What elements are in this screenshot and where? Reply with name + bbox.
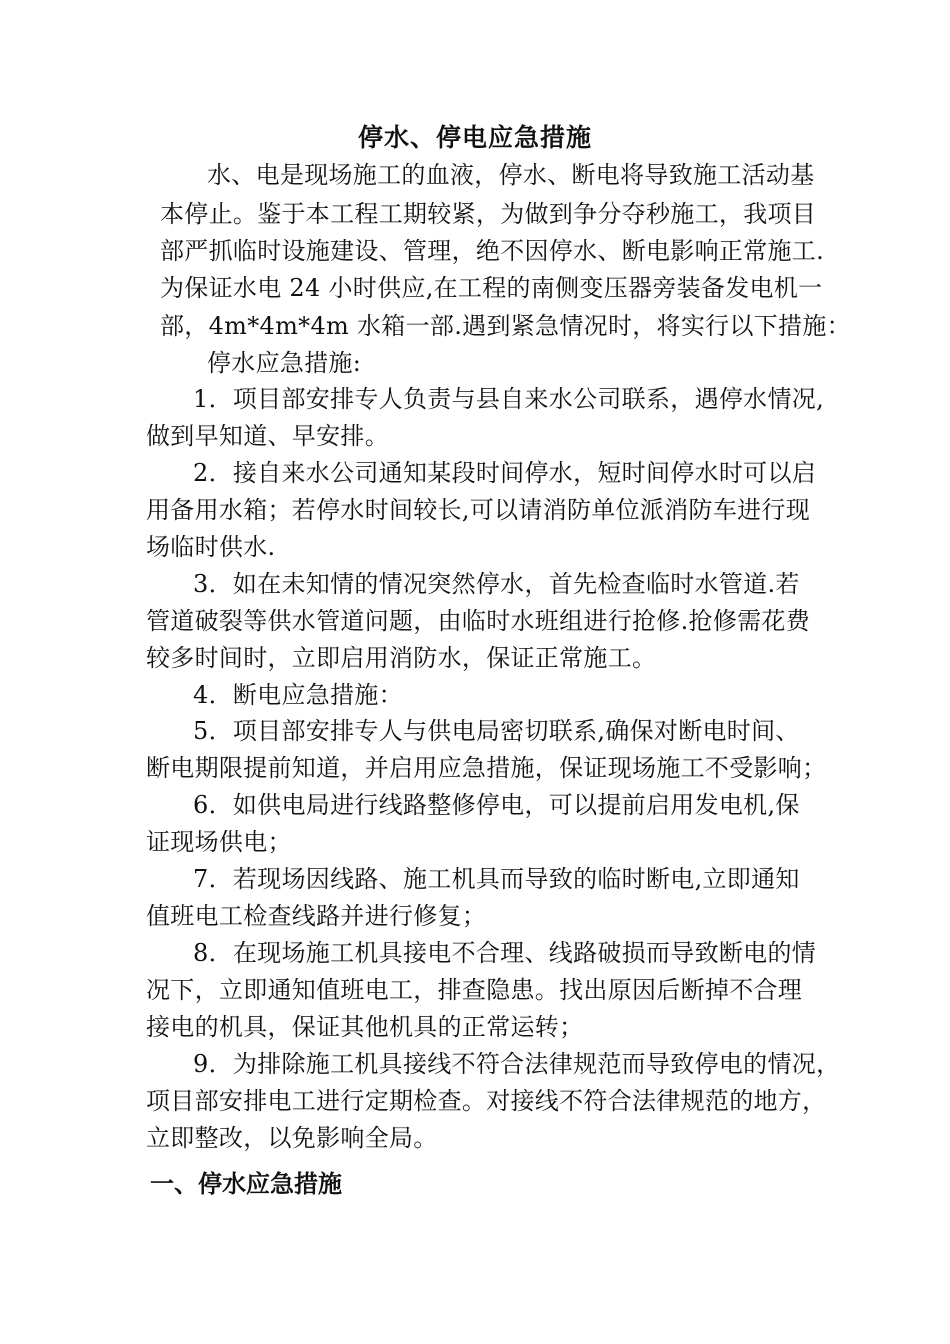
section-heading: 一、停水应急措施 [150, 1169, 342, 1198]
paragraph-line: 2．接自来水公司通知某段时间停水，短时间停水时可以启 [193, 459, 817, 487]
paragraph-line: 接电的机具，保证其他机具的正常运转； [146, 1013, 584, 1041]
paragraph-line: 5．项目部安排专人与供电局密切联系,确保对断电时间、 [193, 717, 800, 745]
paragraph-line: 项目部安排电工进行定期检查。对接线不符合法律规范的地方， [146, 1087, 827, 1115]
paragraph-line: 部严抓临时设施建设、管理，绝不因停水、断电影响正常施工. [160, 237, 825, 265]
paragraph-line: 场临时供水. [146, 533, 276, 561]
paragraph-line: 断电期限提前知道，并启用应急措施，保证现场施工不受影响； [146, 754, 827, 782]
paragraph-line: 3．如在未知情的情况突然停水，首先检查临时水管道.若 [193, 570, 800, 598]
paragraph-line: 1．项目部安排专人负责与县自来水公司联系，遇停水情况, [193, 385, 824, 413]
paragraph-line: 7．若现场因线路、施工机具而导致的临时断电,立即通知 [193, 865, 800, 893]
paragraph-line: 停水应急措施: [207, 349, 362, 377]
paragraph-line: 做到早知道、早安排。 [146, 422, 389, 450]
paragraph-line: 用备用水箱；若停水时间较长,可以请消防单位派消防车进行现 [146, 496, 811, 524]
paragraph-line: 8．在现场施工机具接电不合理、线路破损而导致断电的情 [193, 939, 817, 967]
paragraph-line: 值班电工检查线路并进行修复； [146, 902, 487, 930]
paragraph-line: 4．断电应急措施： [193, 681, 403, 709]
paragraph-line: 证现场供电； [146, 828, 292, 856]
paragraph-line: 6．如供电局进行线路整修停电，可以提前启用发电机,保 [193, 791, 800, 819]
paragraph-line: 立即整改，以免影响全局。 [146, 1124, 438, 1152]
paragraph-line: 水、电是现场施工的血液，停水、断电将导致施工活动基 [207, 161, 815, 189]
paragraph-line: 部，4m*4m*4m 水箱一部.遇到紧急情况时，将实行以下措施： [160, 312, 851, 340]
document-title: 停水、停电应急措施 [357, 123, 592, 152]
paragraph-line: 为保证水电 24 小时供应,在工程的南侧变压器旁装备发电机一 [160, 274, 823, 302]
paragraph-line: 管道破裂等供水管道问题，由临时水班组进行抢修.抢修需花费 [146, 607, 811, 635]
paragraph-line: 9．为排除施工机具接线不符合法律规范而导致停电的情况， [193, 1050, 841, 1078]
paragraph-line: 本停止。鉴于本工程工期较紧，为做到争分夺秒施工，我项目 [160, 200, 817, 228]
paragraph-line: 较多时间时，立即启用消防水，保证正常施工。 [146, 644, 657, 672]
paragraph-line: 况下，立即通知值班电工，排查隐患。找出原因后断掉不合理 [146, 976, 803, 1004]
